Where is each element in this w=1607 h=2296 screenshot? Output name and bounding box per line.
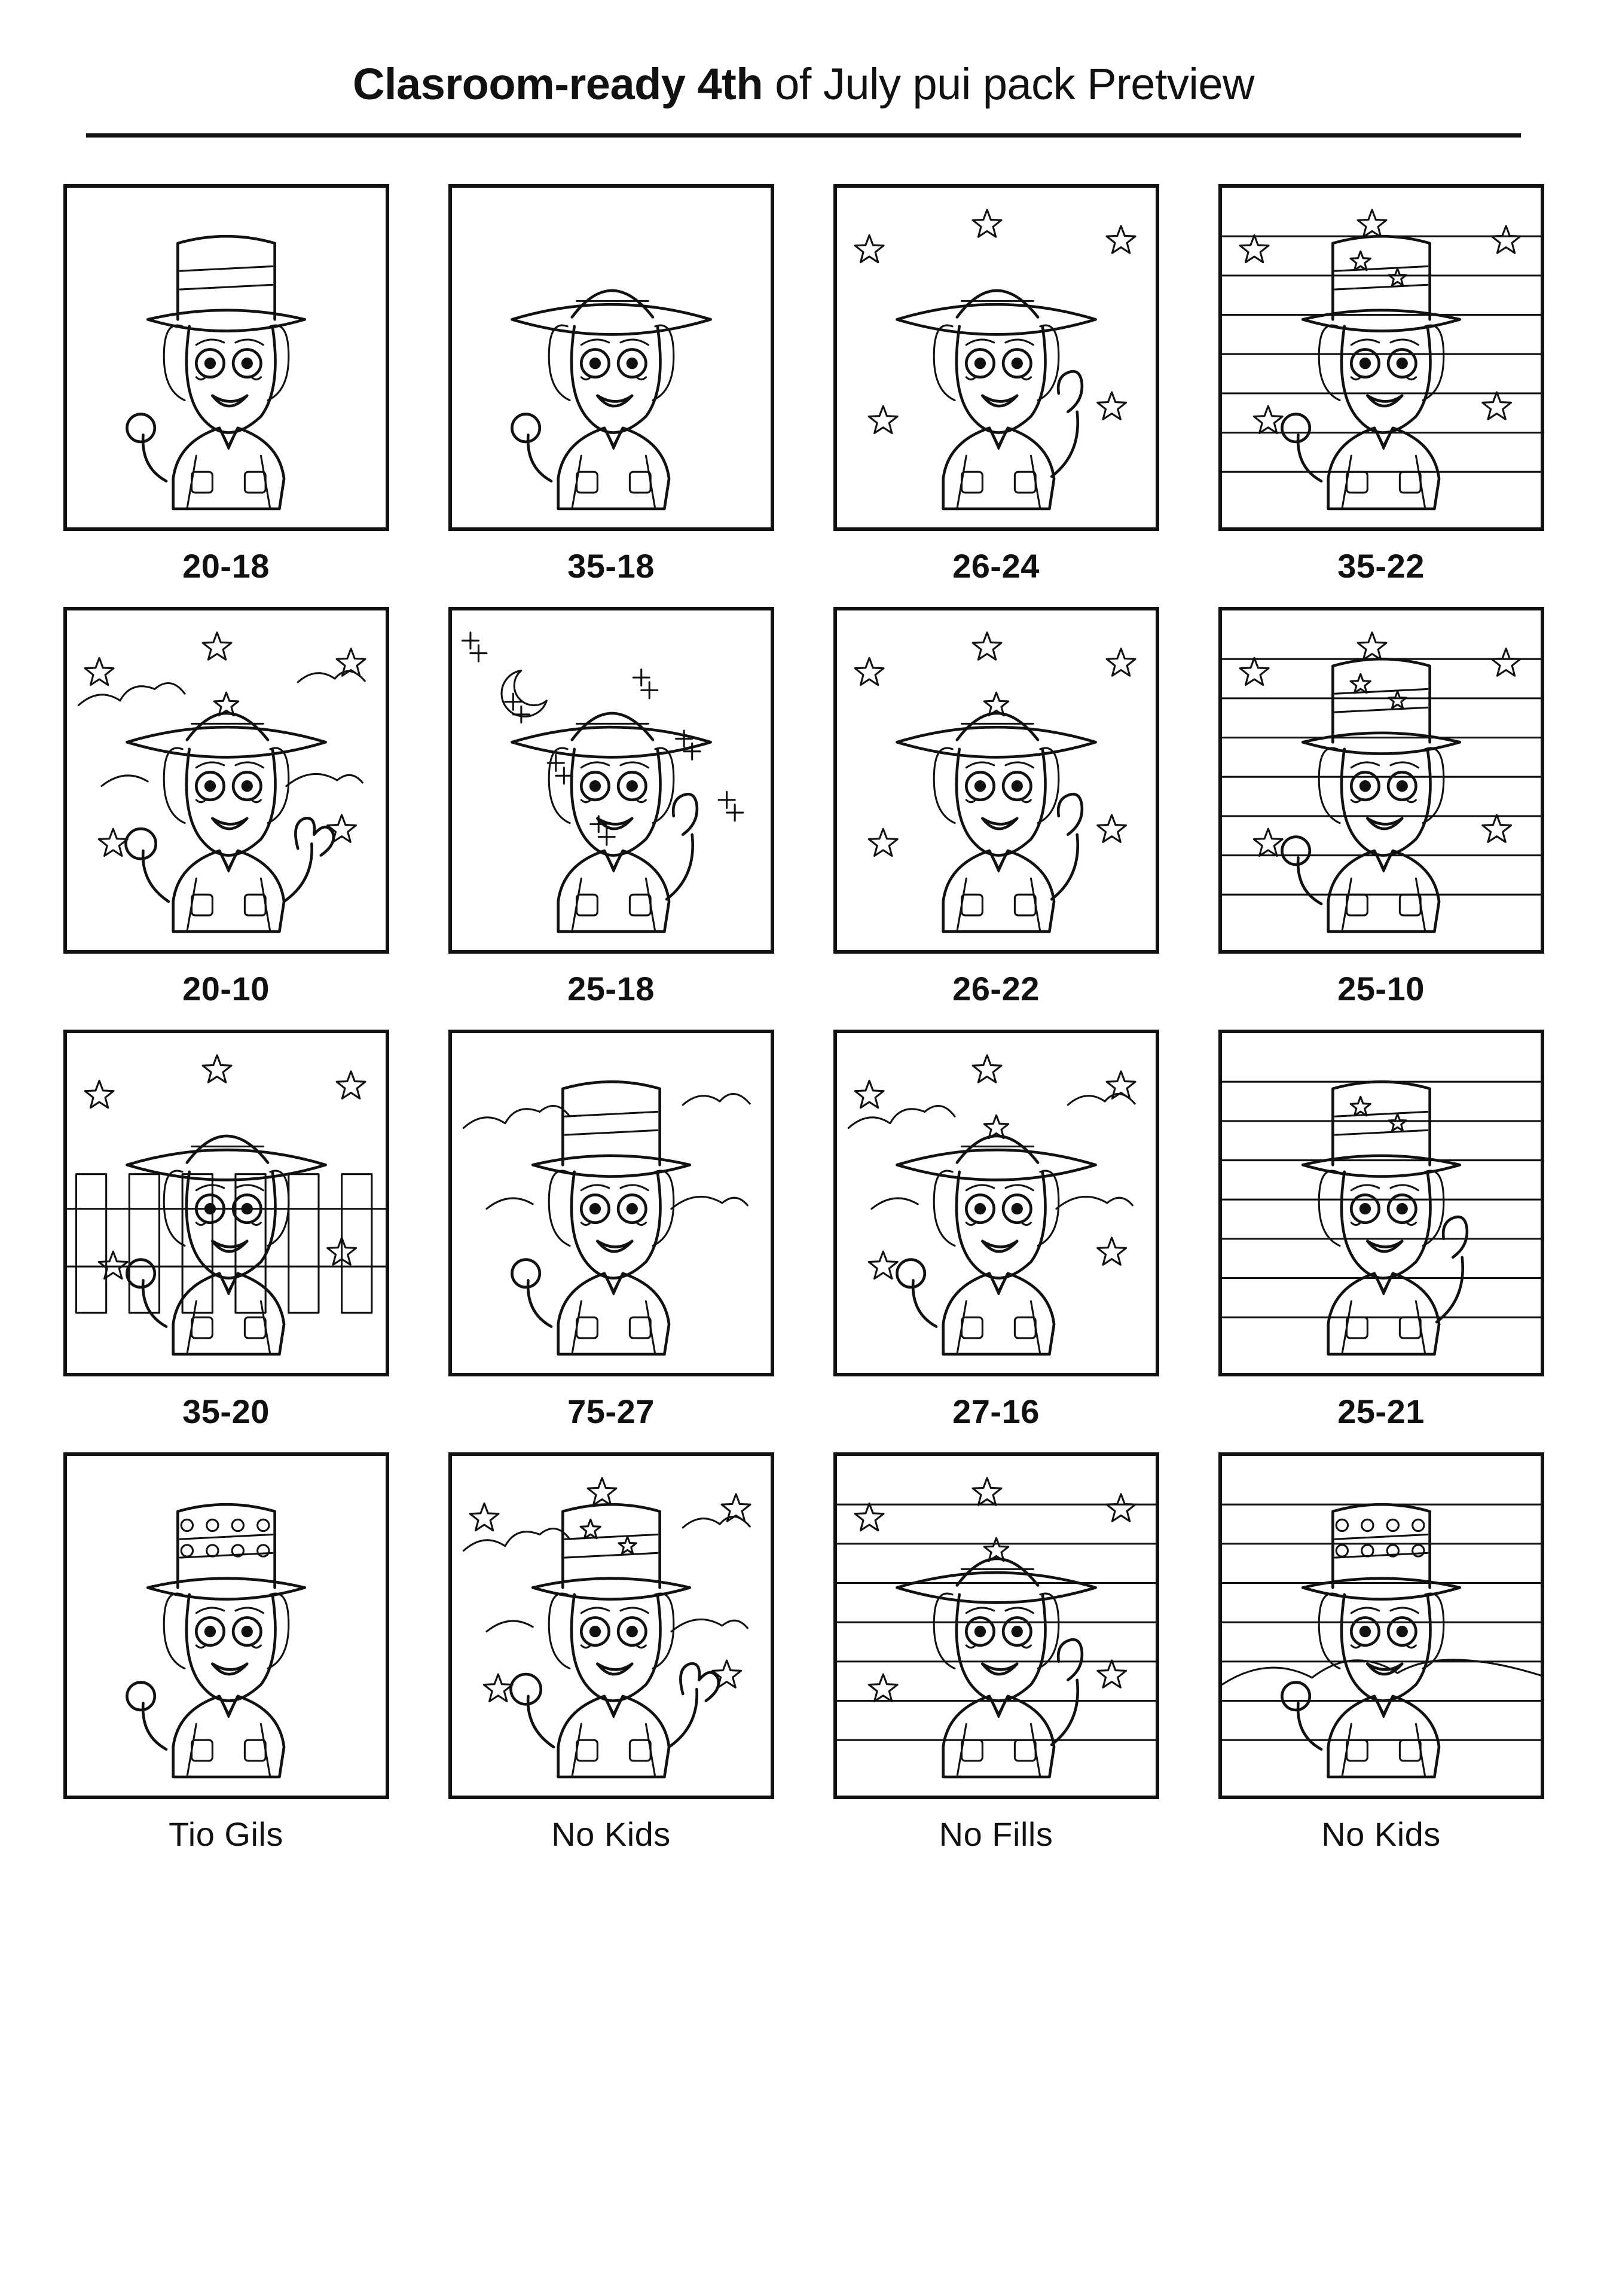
thumbnail-grid: [78, 184, 1529, 1854]
grid-cell: [41, 1452, 411, 1854]
thumbnail-caption: 27-16: [952, 1393, 1040, 1431]
grid-cell: [41, 607, 411, 1008]
grid-cell: [41, 184, 411, 585]
thumbnail-boy-star-hat-clouds-peace-sign: [63, 607, 389, 954]
thumbnail-caption: No Kids: [551, 1815, 671, 1854]
grid-cell: [811, 1452, 1181, 1854]
thumbnail-caption: 20-18: [182, 547, 270, 585]
grid-cell: [1196, 1030, 1566, 1431]
thumbnail-kid-night-sky-phone-moon: [448, 607, 774, 954]
thumbnail-girl-long-hair-flag-hat-stars: [1218, 184, 1544, 531]
thumbnail-caption: 25-10: [1337, 970, 1425, 1008]
thumbnail-girl-star-hat-fence-background: [63, 1030, 389, 1376]
page-title-rest: of July pui pack Pretview: [763, 59, 1254, 109]
grid-cell: [426, 184, 796, 585]
thumbnail-kid-star-tophat-clouds-smiling: [833, 1030, 1159, 1376]
thumbnail-caption: No Kids: [1321, 1815, 1441, 1854]
grid-cell: [1196, 1452, 1566, 1854]
thumbnail-girl-bun-hat-sparkles-ball: [448, 184, 774, 531]
page-title: [78, 60, 1529, 108]
thumbnail-boy-star-tophat-peace-clouds: [448, 1452, 774, 1799]
thumbnail-girl-wide-hat-confetti-pointing: [833, 607, 1159, 954]
thumbnail-caption: 35-20: [182, 1393, 270, 1431]
thumbnail-caption: 25-21: [1337, 1393, 1425, 1431]
grid-cell: [1196, 184, 1566, 585]
page-title-bold: Clasroom-ready 4th: [353, 59, 763, 109]
thumbnail-kid-wide-hat-stars-pointing: [833, 184, 1159, 531]
thumbnail-girl-star-hat-flag-pointing: [833, 1452, 1159, 1799]
grid-cell: [811, 1030, 1181, 1431]
thumbnail-caption: 26-24: [952, 547, 1040, 585]
grid-cell: [41, 1030, 411, 1431]
title-divider: [86, 133, 1521, 138]
thumbnail-caption: Tio Gils: [169, 1815, 283, 1854]
grid-cell: [811, 607, 1181, 1008]
thumbnail-caption: 25-18: [567, 970, 655, 1008]
thumbnail-caption: No Fills: [939, 1815, 1053, 1854]
grid-cell: [426, 1030, 796, 1431]
thumbnail-caption: 20-10: [182, 970, 270, 1008]
grid-cell: [1196, 607, 1566, 1008]
thumbnail-boy-dotted-tophat-landscape: [1218, 1452, 1544, 1799]
grid-cell: [811, 184, 1181, 585]
thumbnail-girl-flag-tophat-pointing-up: [1218, 1030, 1544, 1376]
thumbnail-boy-uncle-sam-hat-saluting: [63, 1452, 389, 1799]
thumbnail-caption: 26-22: [952, 970, 1040, 1008]
thumbnail-caption: 35-22: [1337, 547, 1425, 585]
thumbnail-girl-tophat-clouds-sparkler: [448, 1030, 774, 1376]
thumbnail-boy-striped-tophat-smiling: [63, 184, 389, 531]
thumbnail-caption: 75-27: [567, 1393, 655, 1431]
thumbnail-boy-stars-stripes-hat-flag-bg: [1218, 607, 1544, 954]
thumbnail-caption: 35-18: [567, 547, 655, 585]
grid-cell: [426, 1452, 796, 1854]
grid-cell: [426, 607, 796, 1008]
